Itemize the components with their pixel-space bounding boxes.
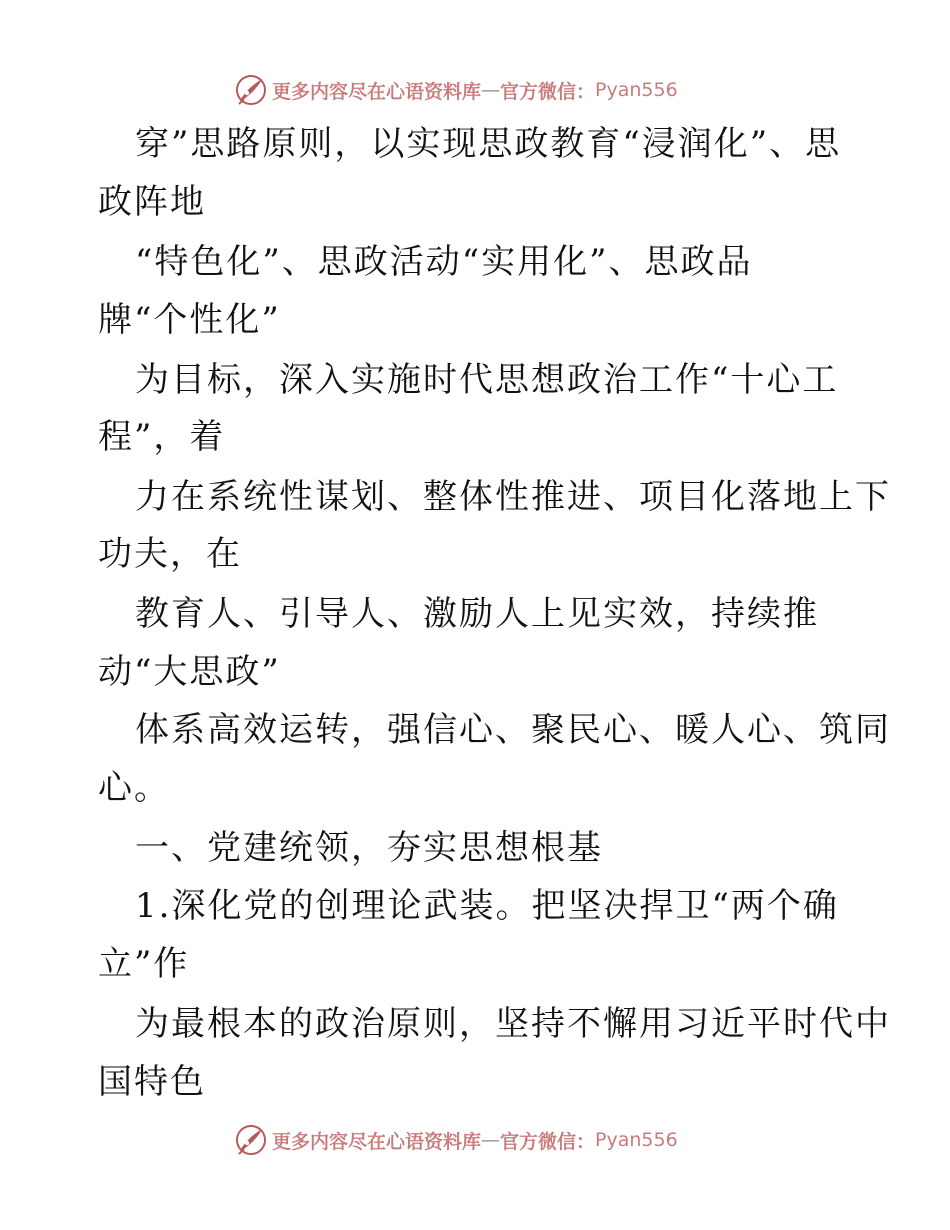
banner-wechat-label: 官方微信： [500,80,596,103]
text-line: 心。 [98,768,170,808]
text-line: 国特色 [98,1062,206,1102]
banner-wechat-label: 官方微信： [500,1130,596,1153]
quill-pen-logo-icon [234,73,268,107]
section-heading: 一、党建统领，夯实思想根基 [135,828,603,868]
text-line: 体系高效运转，强信心、聚民心、暖人心、筑同 [135,710,891,750]
banner-wechat-id: Pyan556 [595,1129,678,1151]
text-line: 力在系统性谋划、整体性推进、项目化落地上下 [135,477,891,517]
text-line: 动“大思政” [98,652,281,692]
header-banner [234,72,678,108]
text-line: 穿”思路原则，以实现思政教育“浸润化”、思 [135,124,842,164]
banner-text: 更多内容尽在心语资料库 [272,80,482,103]
banner-separator: — [481,79,501,101]
text-line: 为最根本的政治原则，坚持不懈用习近平时代中 [135,1004,891,1044]
text-line: “特色化”、思政活动“实用化”、思政品 [135,242,753,282]
footer-banner [234,1122,678,1158]
text-line: 程”，着 [98,417,226,457]
banner-wechat-id: Pyan556 [595,79,678,101]
quill-pen-logo-icon [234,1123,268,1157]
text-line: 立”作 [98,944,190,984]
text-line: 功夫，在 [98,534,242,574]
text-line: 1.深化党的创理论武装。把坚决捍卫“两个确 [135,886,839,926]
banner-text: 更多内容尽在心语资料库 [272,1130,482,1153]
text-line: 牌“个性化” [98,300,281,340]
text-line: 政阵地 [98,182,206,222]
text-line: 教育人、引导人、激励人上见实效，持续推 [135,594,819,634]
text-line: 为目标，深入实施时代思想政治工作“十心工 [135,360,839,400]
banner-separator: — [481,1129,501,1151]
